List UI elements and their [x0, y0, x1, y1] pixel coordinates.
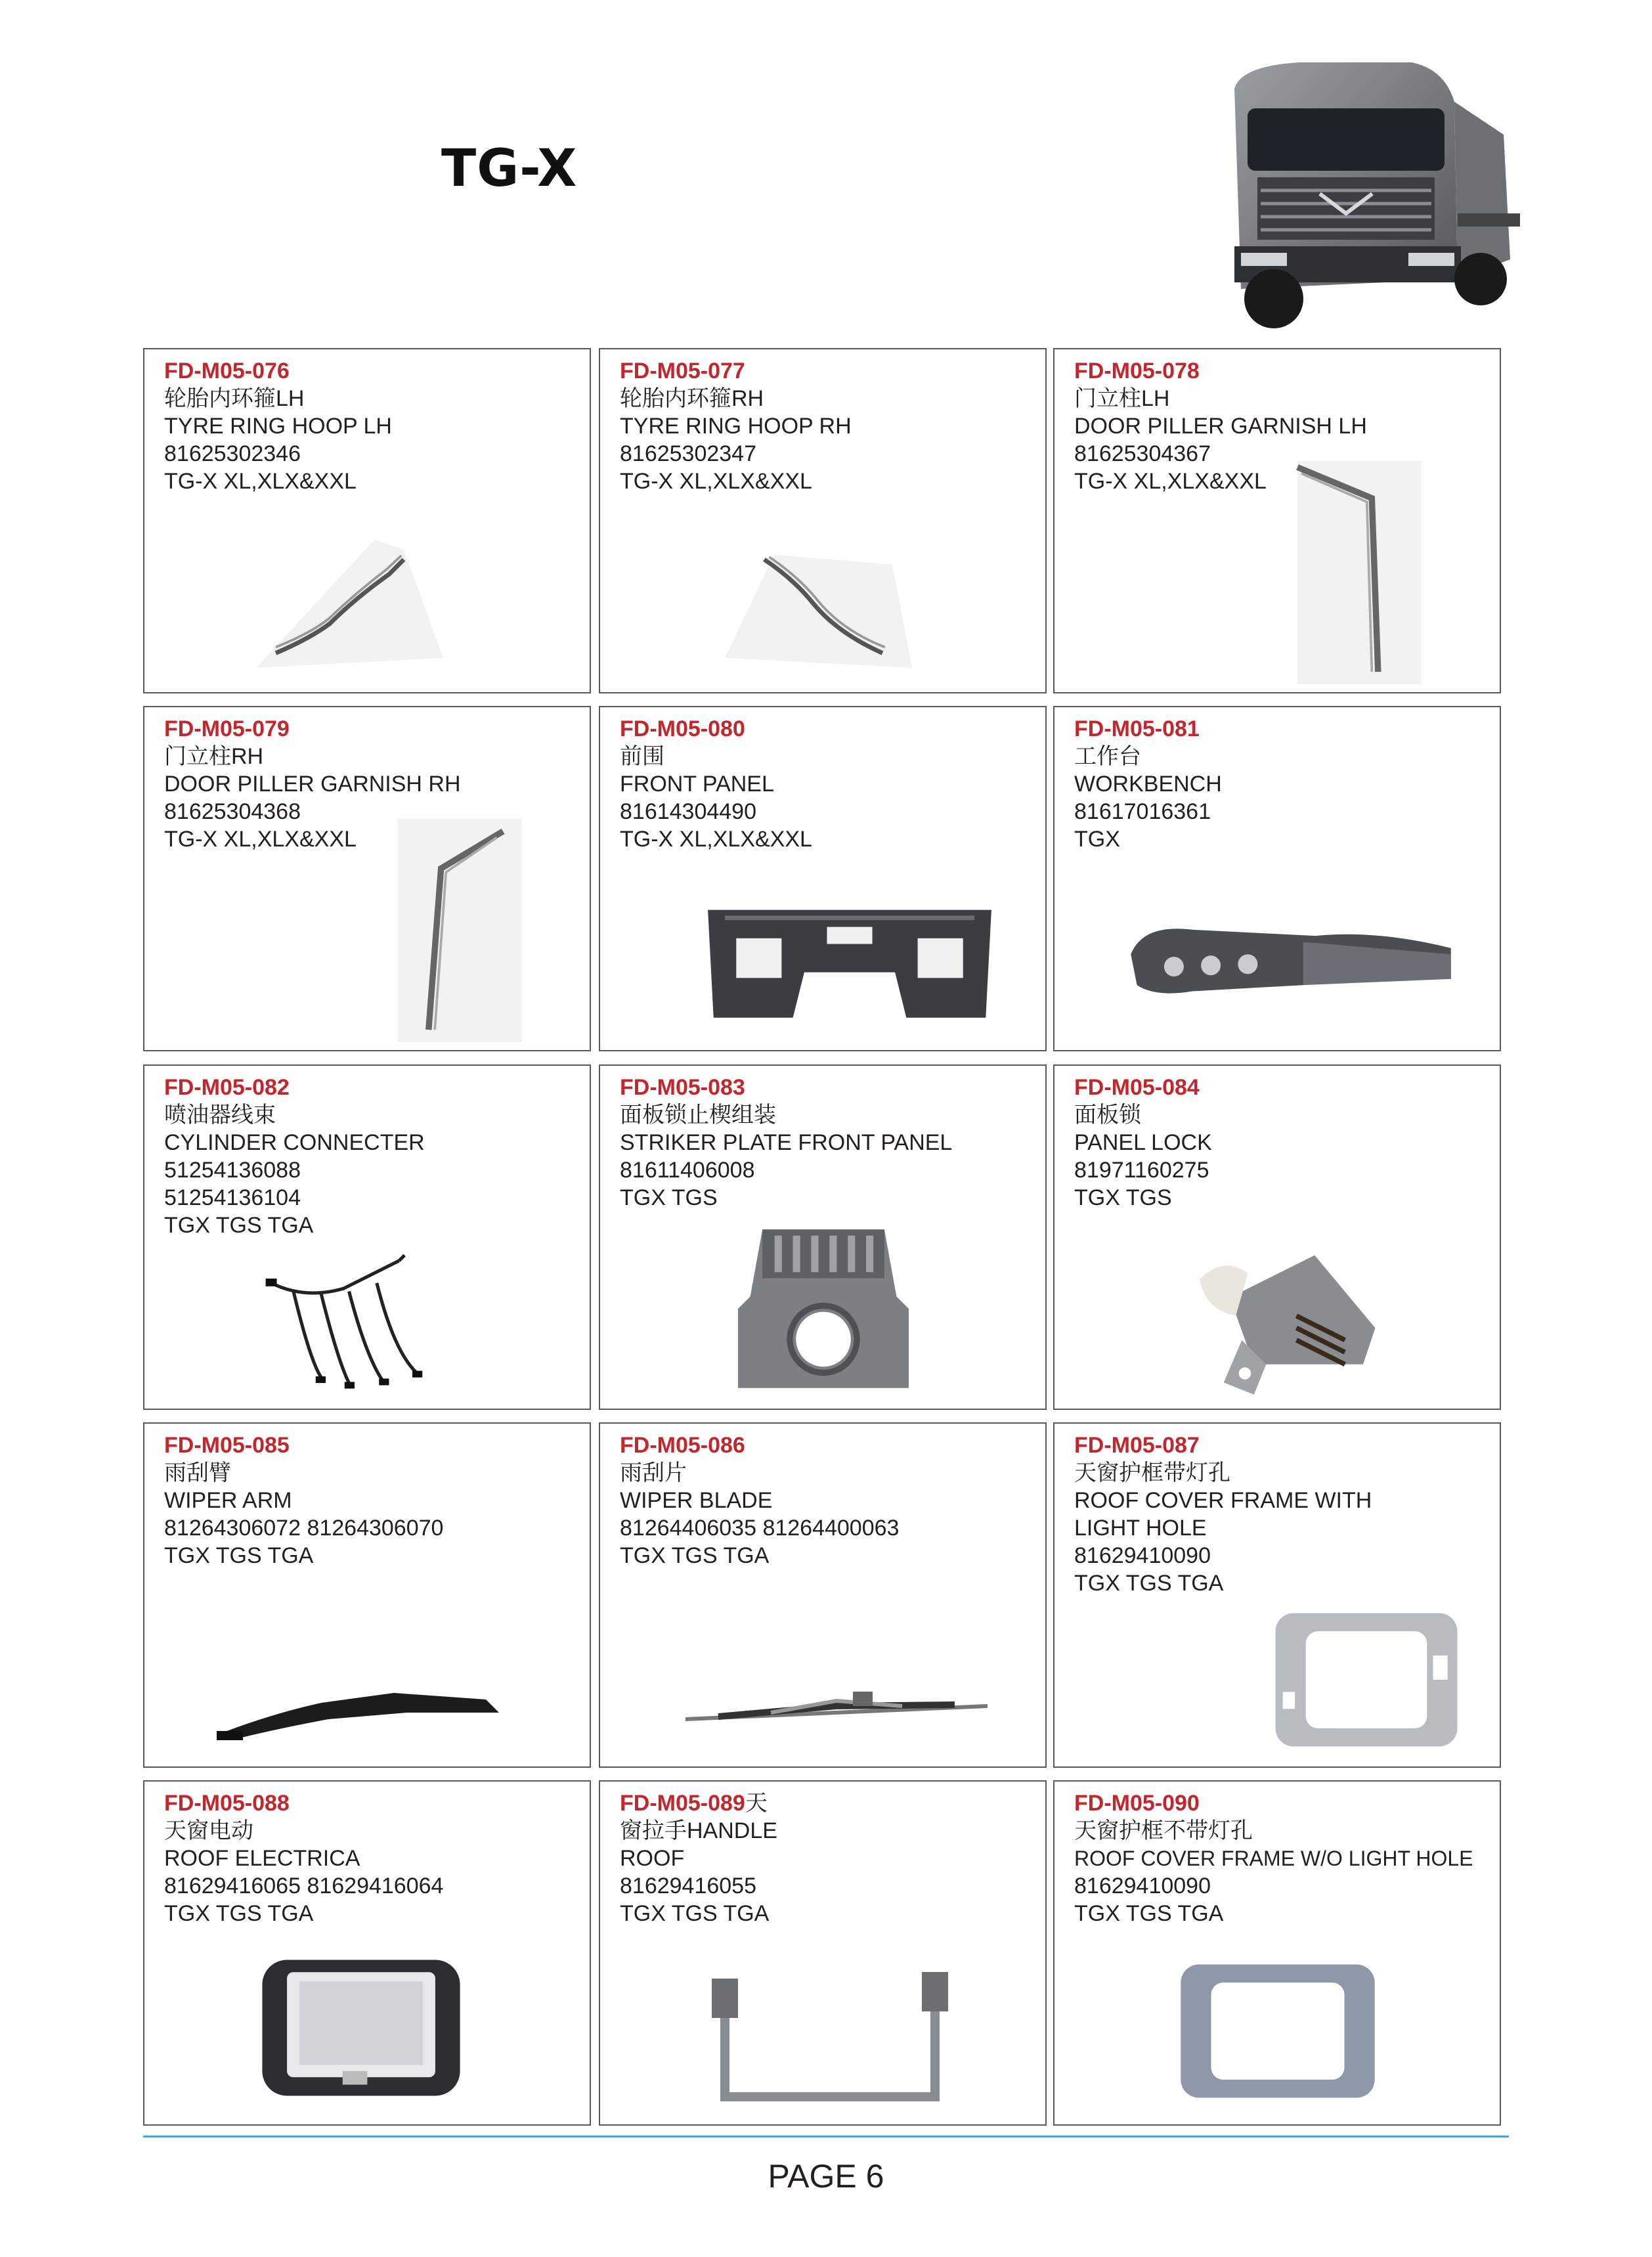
product-detail-line: TGX TGS TGA	[1074, 1901, 1224, 1926]
product-detail-line: 81629416055	[620, 1874, 757, 1898]
product-detail-line: 81264306072 81264306070	[164, 1516, 444, 1541]
product-detail-line: 81971160275	[1074, 1158, 1209, 1183]
product-card	[143, 348, 591, 693]
page-label: PAGE	[768, 2158, 857, 2195]
product-image	[210, 1673, 512, 1752]
product-card	[1053, 1064, 1501, 1410]
product-detail-line: 轮胎内环箍RH	[620, 386, 764, 411]
product-code: FD-M05-080	[620, 716, 745, 741]
product-detail-line: TG-X XL,XLX&XXL	[620, 469, 812, 494]
product-detail-line: TGX	[1074, 827, 1120, 852]
page-number-value: 6	[865, 2158, 884, 2195]
product-detail-line: 门立柱RH	[164, 744, 264, 769]
product-card	[1053, 348, 1501, 693]
product-detail-line: 81617016361	[1074, 799, 1211, 824]
product-card	[1053, 1422, 1501, 1768]
product-image	[679, 1686, 994, 1739]
product-card	[143, 1780, 591, 2126]
product-image	[1107, 917, 1475, 1016]
product-detail-line: 面板锁	[1074, 1103, 1141, 1128]
product-detail-line: TGX TGS TGA	[164, 1213, 314, 1238]
product-card	[1053, 706, 1501, 1051]
product-detail-line: 轮胎内环箍LH	[164, 386, 305, 411]
product-detail-line: 天窗护框不带灯孔	[1074, 1818, 1253, 1843]
product-image	[685, 1965, 974, 2110]
truck-image	[1195, 62, 1523, 338]
product-image	[243, 1250, 466, 1394]
product-code: FD-M05-076	[164, 359, 290, 383]
product-detail-line: ROOF ELECTRICA	[164, 1846, 360, 1871]
product-detail-line: TGX TGS TGA	[1074, 1571, 1224, 1596]
product-detail-line: TGX TGS	[620, 1185, 718, 1210]
product-code: FD-M05-084	[1074, 1075, 1200, 1100]
product-image	[1173, 1952, 1383, 2110]
product-card	[599, 1780, 1047, 2126]
product-detail-line: 81625302346	[164, 441, 301, 466]
product-detail-line: 面板锁止楔组装	[620, 1103, 776, 1128]
product-detail-line: 81611406008	[620, 1158, 755, 1183]
product-detail-line: 51254136104	[164, 1185, 301, 1210]
product-code: FD-M05-081	[1074, 716, 1200, 741]
product-detail-line: 81629410090	[1074, 1874, 1211, 1898]
product-image	[1179, 1243, 1389, 1401]
product-detail-line: 门立柱LH	[1074, 386, 1170, 411]
product-code: FD-M05-086	[620, 1433, 745, 1458]
product-image	[256, 1952, 466, 2103]
product-detail-line: TGX TGS	[1074, 1185, 1172, 1210]
product-detail-line: TYRE RING HOOP RH	[620, 414, 852, 439]
product-card	[599, 348, 1047, 693]
product-card	[143, 1422, 591, 1768]
product-detail-line: 51254136088	[164, 1158, 301, 1183]
product-detail-line: ROOF	[620, 1846, 685, 1871]
product-detail-line: 81625304367	[1074, 441, 1211, 466]
product-detail-line: TG-X XL,XLX&XXL	[620, 827, 812, 852]
product-detail-line: 81614304490	[620, 799, 757, 824]
product-card	[1053, 1780, 1501, 2126]
product-detail-line: 天窗电动	[164, 1818, 253, 1843]
product-detail-line: ROOF COVER FRAME W/O LIGHT HOLE	[1074, 1847, 1473, 1870]
product-code: FD-M05-079	[164, 716, 290, 741]
product-detail-line: 雨刮片	[620, 1460, 687, 1485]
product-detail-line: WIPER ARM	[164, 1488, 292, 1513]
product-detail-line: STRIKER PLATE FRONT PANEL	[620, 1130, 953, 1155]
product-card	[143, 706, 591, 1051]
product-code: FD-M05-085	[164, 1433, 290, 1458]
product-code: FD-M05-078	[1074, 359, 1200, 383]
product-detail-line: TYRE RING HOOP LH	[164, 414, 392, 439]
product-image	[699, 540, 948, 678]
product-detail-line: TGX TGS TGA	[620, 1543, 770, 1568]
product-detail-line: 工作台	[1074, 744, 1141, 769]
product-detail-line: TGX TGS TGA	[164, 1901, 314, 1926]
product-detail-line: WORKBENCH	[1074, 772, 1222, 797]
product-detail-line: DOOR PILLER GARNISH LH	[1074, 414, 1367, 439]
product-card	[599, 706, 1047, 1051]
product-code: FD-M05-087	[1074, 1433, 1200, 1458]
product-detail-line: DOOR PILLER GARNISH RH	[164, 772, 461, 797]
product-detail-line: TGX TGS TGA	[164, 1543, 314, 1568]
product-image	[725, 1223, 922, 1394]
product-detail-line: ROOF COVER FRAME WITH	[1074, 1488, 1372, 1513]
product-detail-line: TG-X XL,XLX&XXL	[164, 827, 357, 852]
page-title: TG-X	[441, 139, 578, 198]
product-detail-line: 喷油器线束	[164, 1103, 276, 1128]
product-image	[223, 540, 486, 678]
product-detail-line: 81625304368	[164, 799, 301, 824]
product-code: FD-M05-090	[1074, 1791, 1200, 1816]
product-detail-line: 81625302347	[620, 441, 757, 466]
product-detail-line: 前围	[620, 744, 664, 769]
product-code: FD-M05-083	[620, 1075, 745, 1100]
product-card	[599, 1064, 1047, 1410]
product-image	[1265, 1601, 1468, 1759]
product-detail-line: TG-X XL,XLX&XXL	[1074, 469, 1267, 494]
product-detail-line: 天窗护框带灯孔	[1074, 1460, 1230, 1485]
footer-rule	[143, 2136, 1509, 2137]
product-image	[394, 819, 525, 1042]
product-detail-line: CYLINDER CONNECTER	[164, 1130, 425, 1155]
product-code: FD-M05-077	[620, 359, 745, 383]
product-code: FD-M05-082	[164, 1075, 290, 1100]
product-code: FD-M05-088	[164, 1791, 290, 1816]
product-code-suffix: 天	[745, 1791, 768, 1816]
product-detail-line: FRONT PANEL	[620, 772, 774, 797]
product-detail-line: 81264406035 81264400063	[620, 1516, 900, 1541]
product-detail-line: TGX TGS TGA	[620, 1901, 770, 1926]
product-card	[599, 1422, 1047, 1768]
product-detail-line: 窗拉手HANDLE	[620, 1818, 777, 1843]
product-detail-line: 81629410090	[1074, 1543, 1211, 1568]
product-code: FD-M05-089	[620, 1791, 745, 1816]
product-detail-line: LIGHT HOLE	[1074, 1516, 1207, 1541]
product-card	[143, 1064, 591, 1410]
product-image	[1284, 461, 1422, 684]
product-detail-line: 雨刮臂	[164, 1460, 231, 1485]
product-image	[692, 904, 1007, 1029]
product-detail-line: WIPER BLADE	[620, 1488, 773, 1513]
page-number	[0, 2157, 1652, 2195]
product-detail-line: 81629416065 81629416064	[164, 1874, 444, 1898]
product-detail-line: TG-X XL,XLX&XXL	[164, 469, 357, 494]
product-detail-line: PANEL LOCK	[1074, 1130, 1212, 1155]
